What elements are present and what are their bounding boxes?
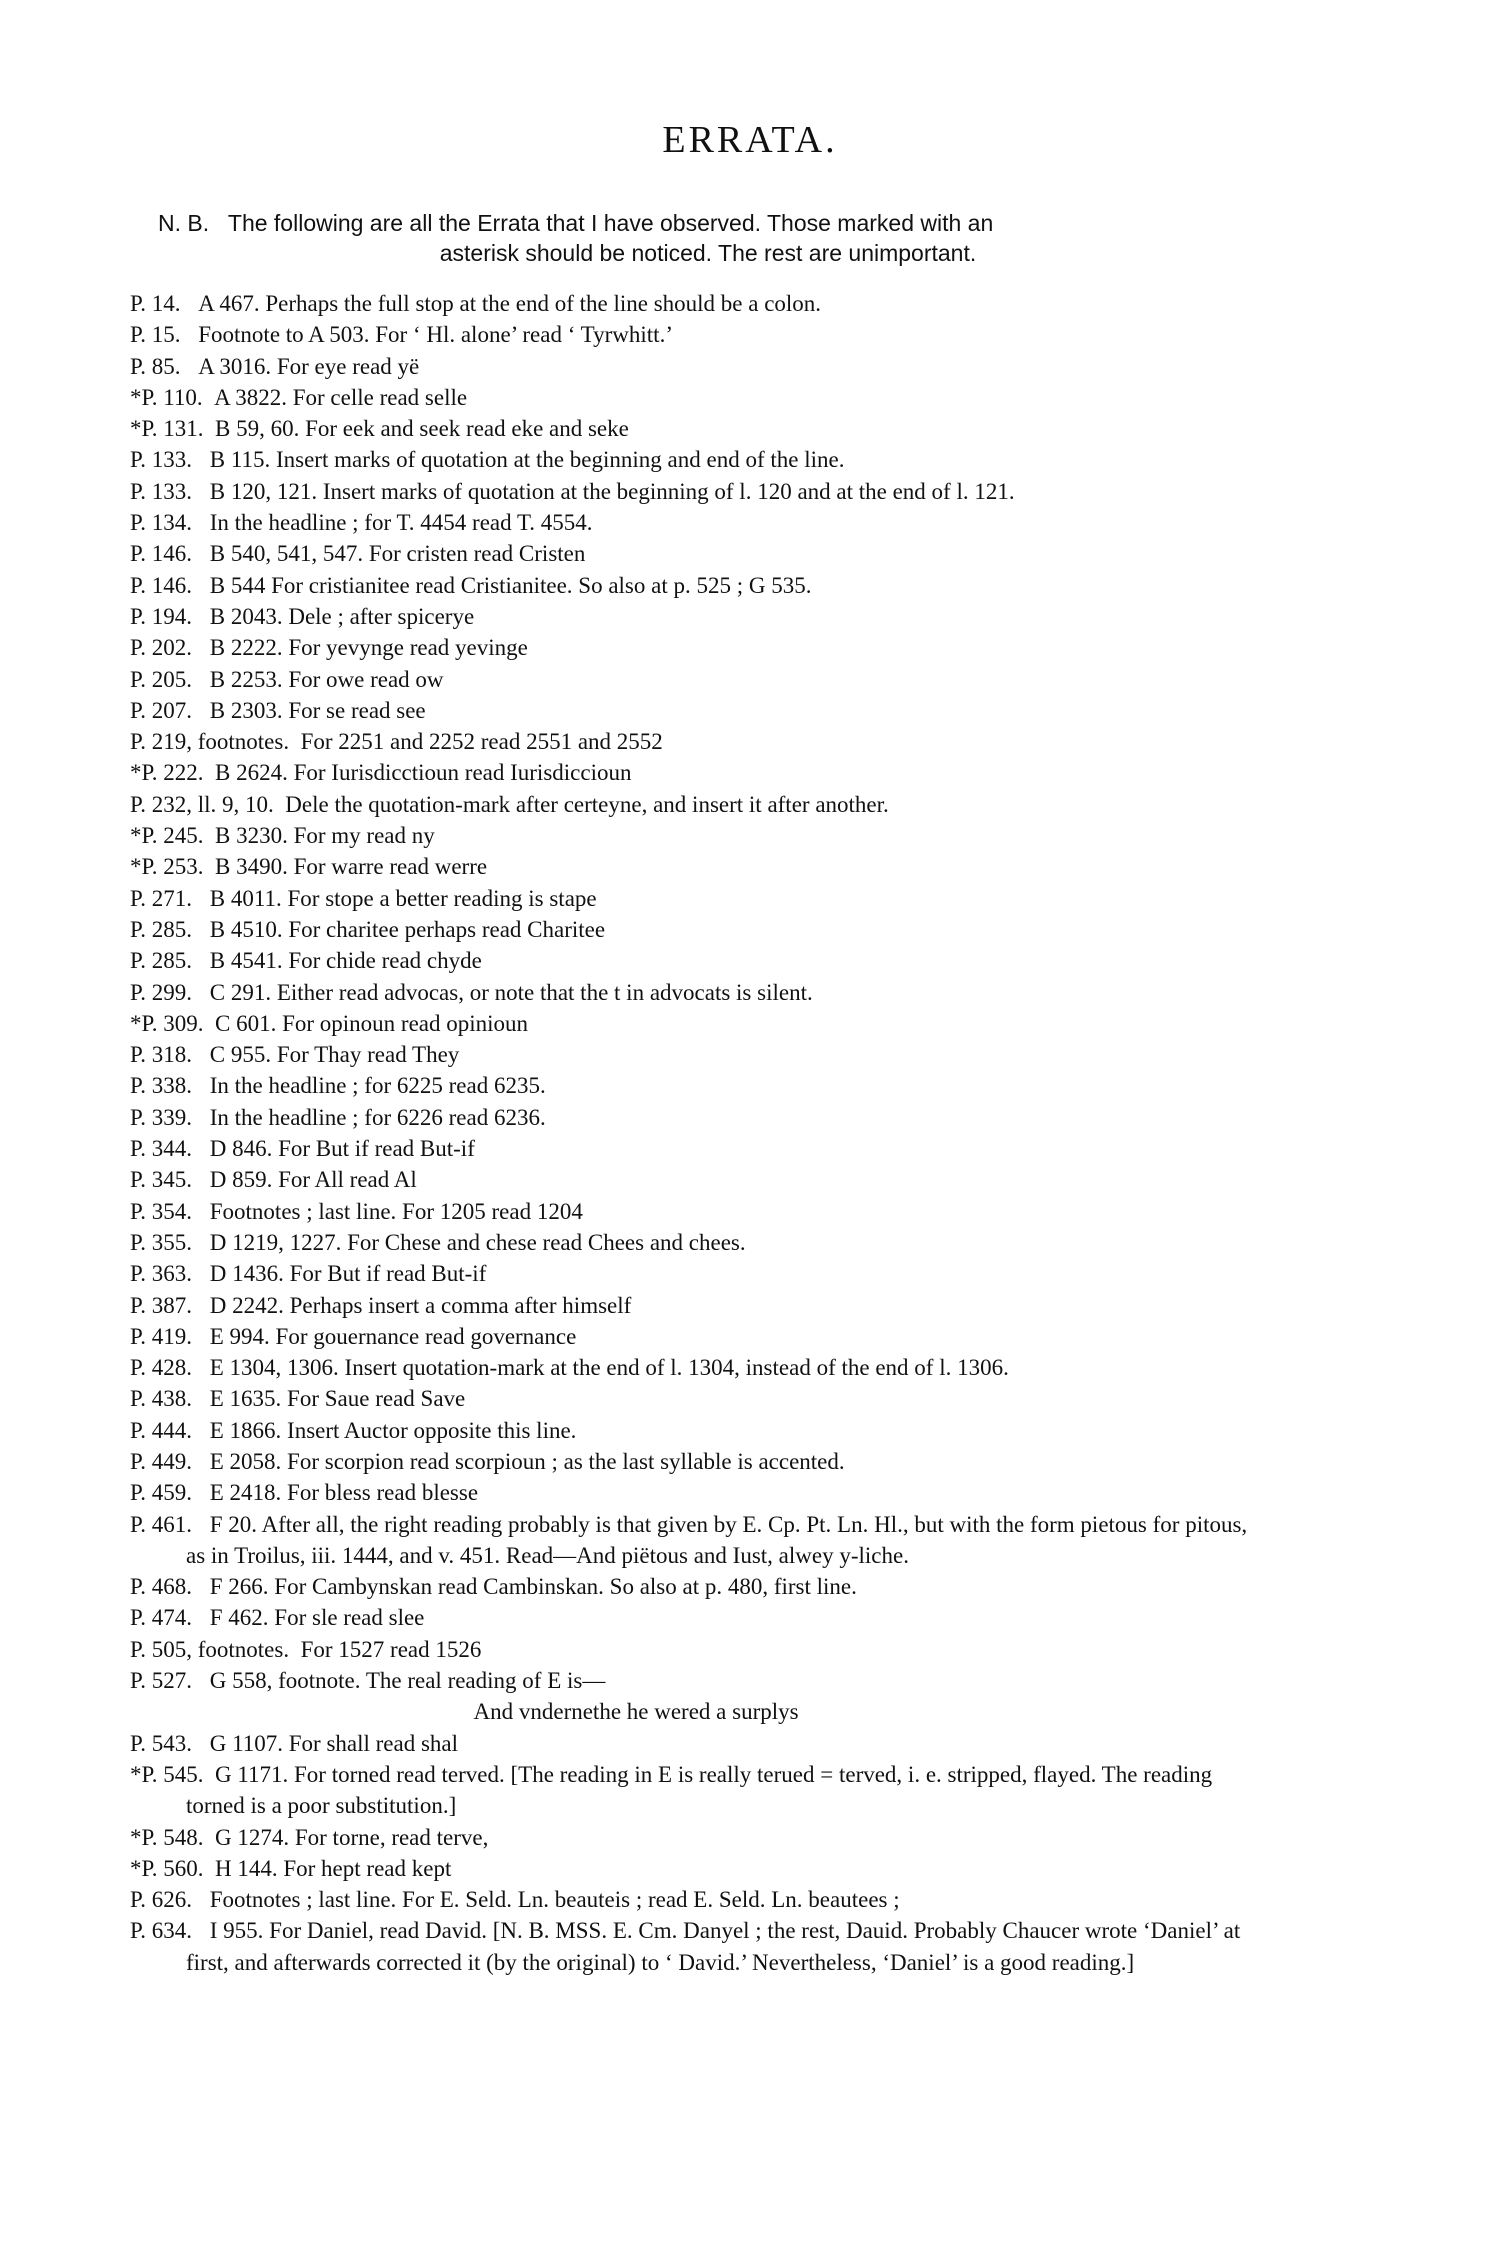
entry-text: Footnote to A 503. For ‘ Hl. alone’ read ‘ Tyrwhitt.’ [198,322,673,348]
errata-entry [130,288,1258,319]
entry-text: B 544 For cristianitee read Cristianitee. So also at p. 525 ; G 535. [209,572,812,598]
errata-entry [130,1383,1258,1414]
errata-entry [130,757,1258,788]
entry-label: *P. 245. [130,823,204,849]
entry-label: *P. 131. [130,416,204,442]
errata-entry [130,914,1258,945]
entry-text: F 20. After all, the right reading probably is that given by E. Cp. Pt. Ln. Hl., but with the form pietous for pitous, as in Troilus, iii. 1444, and v. 451. Read—And piëtous and Iust, alwey y-liche. [186,1511,1248,1568]
entry-label: P. 505, footnotes. [130,1636,290,1662]
errata-entry [130,476,1258,507]
note-paragraph [158,208,1258,268]
entry-text: E 994. For gouernance read governance [209,1323,577,1349]
errata-entry [130,507,1258,538]
entry-text: B 3490. For warre read werre [215,854,488,880]
entry-text: C 955. For Thay read They [209,1042,460,1068]
entry-text: C 601. For opinoun read opinioun [215,1010,529,1036]
entry-text: C 291. Either read advocas, or note that the t in advocats is silent. [209,979,813,1005]
entry-label: P. 461. [130,1511,192,1537]
errata-entry [130,1227,1258,1258]
errata-list [130,288,1258,1978]
errata-entry [130,1133,1258,1164]
entry-label: P. 271. [130,885,192,911]
entry-label: P. 428. [130,1355,192,1381]
errata-entry [130,1070,1258,1101]
entry-text: Footnotes ; last line. For E. Seld. Ln. beauteis ; read E. Seld. Ln. beautees ; [209,1887,900,1913]
errata-entry [130,413,1258,444]
errata-entry [130,1759,1258,1822]
entry-label: P. 634. [130,1918,192,1944]
entry-label: *P. 253. [130,854,204,880]
entry-label: P. 444. [130,1417,192,1443]
entry-text: B 115. Insert marks of quotation at the beginning and end of the line. [209,447,845,473]
errata-entry [130,1884,1258,1915]
errata-entry [130,1039,1258,1070]
errata-entry [130,1915,1258,1978]
entry-label: *P. 110. [130,384,203,410]
entry-text: For 2251 and 2252 read 2551 and 2552 [300,729,663,755]
entry-label: P. 14. [130,291,181,316]
entry-label: P. 285. [130,916,192,942]
note-text: The following are all the Errata that I have observed. Those marked with an [227,210,994,236]
entry-label: P. 318. [130,1042,192,1068]
entry-label: P. 146. [130,541,192,567]
entry-label: P. 202. [130,635,192,661]
entry-label: P. 205. [130,666,192,692]
entry-label: P. 355. [130,1229,192,1255]
errata-entry [130,570,1258,601]
errata-entry [130,1571,1258,1602]
entry-label: P. 146. [130,572,192,598]
errata-entry [130,1321,1258,1352]
entry-text: E 1304, 1306. Insert quotation-mark at the end of l. 1304, instead of the end of l. 1306. [209,1355,1009,1381]
entry-text: In the headline ; for 6225 read 6235. [209,1073,546,1099]
entry-text: B 59, 60. For eek and seek read eke and seke [215,416,629,442]
entry-text: E 2418. For bless read blesse [209,1480,479,1506]
entry-label: P. 285. [130,948,192,974]
entry-label: *P. 548. [130,1824,204,1850]
entry-label: P. 543. [130,1730,192,1756]
errata-entry [130,1352,1258,1383]
note-continuation: asterisk should be noticed. The rest are unimportant. [439,240,977,266]
entry-text: A 467. Perhaps the full stop at the end of the line should be a colon. [198,291,822,316]
errata-entry [130,726,1258,757]
errata-entry [130,851,1258,882]
errata-entry [130,1196,1258,1227]
errata-entry [130,538,1258,569]
errata-entry [130,1822,1258,1853]
entry-label: P. 207. [130,697,192,723]
errata-entry [130,977,1258,1008]
entry-label: P. 85. [130,353,181,379]
entry-text: B 3230. For my read ny [215,823,435,849]
entry-label: P. 299. [130,979,192,1005]
entry-label: *P. 309. [130,1010,204,1036]
errata-entry [130,695,1258,726]
errata-entry [158,1696,1258,1727]
entry-text: D 1436. For But if read But-if [209,1261,487,1287]
errata-entry [130,1446,1258,1477]
entry-text: D 2242. Perhaps insert a comma after himself [209,1292,632,1318]
entry-label: P. 363. [130,1261,192,1287]
entry-text: F 266. For Cambynskan read Cambinskan. So also at p. 480, first line. [209,1574,857,1600]
entry-text: Dele the quotation-mark after certeyne, and insert it after another. [285,791,889,817]
errata-entry [130,382,1258,413]
entry-text: Footnotes ; last line. For 1205 read 1204 [209,1198,583,1224]
entry-text: D 846. For But if read But-if [209,1136,475,1162]
errata-entry [130,789,1258,820]
entry-label: *P. 560. [130,1855,204,1881]
entry-text: D 859. For All read Al [209,1167,417,1193]
entry-label: P. 354. [130,1198,192,1224]
errata-entry [130,632,1258,663]
errata-entry [130,1290,1258,1321]
errata-entry [130,1415,1258,1446]
entry-label: P. 339. [130,1104,192,1130]
entry-label: P. 232, ll. 9, 10. [130,791,274,817]
errata-entry [130,1477,1258,1508]
errata-entry [130,1602,1258,1633]
entry-text: B 2043. Dele ; after spicerye [209,603,475,629]
entry-text: E 1866. Insert Auctor opposite this line. [209,1417,577,1443]
entry-text: B 4510. For charitee perhaps read Charitee [209,916,606,942]
entry-text: F 462. For sle read slee [209,1605,425,1631]
entry-text: B 4011. For stope a better reading is stape [209,885,597,911]
entry-text: B 2303. For se read see [209,697,426,723]
entry-text: G 1107. For shall read shal [209,1730,459,1756]
entry-text: G 1274. For torne, read terve, [215,1824,489,1850]
entry-text: B 2222. For yevynge read yevinge [209,635,528,661]
entry-label: P. 133. [130,447,192,473]
errata-entry [130,883,1258,914]
errata-entry [130,444,1258,475]
entry-label: P. 338. [130,1073,192,1099]
entry-text: E 1635. For Saue read Save [209,1386,466,1412]
entry-label: P. 527. [130,1668,192,1694]
entry-label: P. 194. [130,603,192,629]
entry-label: P. 449. [130,1448,192,1474]
entry-label: P. 345. [130,1167,192,1193]
entry-text: A 3822. For celle read selle [214,384,468,410]
entry-label: P. 626. [130,1887,192,1913]
entry-text: D 1219, 1227. For Chese and chese read Chees and chees. [209,1229,746,1255]
errata-entry [130,1258,1258,1289]
errata-entry [130,664,1258,695]
errata-entry [130,1634,1258,1665]
entry-label: *P. 545. [130,1761,204,1787]
entry-text: For 1527 read 1526 [300,1636,482,1662]
entry-text: And vndernethe he wered a surplys [473,1699,799,1725]
errata-entry [130,945,1258,976]
entry-label: P. 419. [130,1323,192,1349]
entry-text: A 3016. For eye read yë [198,353,420,379]
entry-label: *P. 222. [130,760,204,786]
errata-entry [130,1509,1258,1572]
entry-label: P. 344. [130,1136,192,1162]
entry-text: In the headline ; for T. 4454 read T. 4554. [209,510,593,536]
entry-label: P. 438. [130,1386,192,1412]
errata-entry [130,1008,1258,1039]
entry-text: G 1171. For torned read terved. [The reading in E is really terued = terved, i. e. stripped, flayed. The reading torned is a poor substitution.] [186,1761,1213,1819]
errata-entry [130,319,1258,350]
note-prefix: N. B. [158,210,210,236]
entry-text: In the headline ; for 6226 read 6236. [209,1104,546,1130]
entry-text: B 2624. For Iurisdicctioun read Iurisdiccioun [215,760,632,786]
errata-entry [130,1853,1258,1884]
entry-label: P. 219, footnotes. [130,729,290,755]
errata-entry [130,1665,1258,1696]
entry-text: B 4541. For chide read chyde [209,948,482,974]
entry-text: B 540, 541, 547. For cristen read Cristen [209,541,586,567]
entry-label: P. 134. [130,510,192,536]
entry-label: P. 474. [130,1605,192,1631]
entry-text: B 120, 121. Insert marks of quotation at the beginning of l. 120 and at the end of l. 121. [209,478,1015,504]
entry-text: E 2058. For scorpion read scorpioun ; as the last syllable is accented. [209,1448,845,1474]
entry-label: P. 387. [130,1292,192,1318]
entry-label: P. 459. [130,1480,192,1506]
page-title: ERRATA. [662,119,838,161]
entry-label: P. 15. [130,322,181,348]
errata-entry [130,820,1258,851]
entry-text: B 2253. For owe read ow [209,666,444,692]
entry-text: H 144. For hept read kept [215,1855,452,1881]
errata-entry [130,351,1258,382]
errata-entry [130,601,1258,632]
entry-text: G 558, footnote. The real reading of E is— [209,1668,606,1694]
errata-entry [130,1164,1258,1195]
entry-label: P. 468. [130,1574,192,1600]
errata-entry [130,1728,1258,1759]
errata-entry [130,1102,1258,1133]
entry-label: P. 133. [130,478,192,504]
entry-text: I 955. For Daniel, read David. [N. B. MSS. E. Cm. Danyel ; the rest, Dauid. Probably Chaucer wrote ‘Daniel’ at first, and afterwards corrected it (by the original) to ‘ David.’ Nevertheless, ‘Daniel’ is a good reading.] [186,1918,1241,1975]
